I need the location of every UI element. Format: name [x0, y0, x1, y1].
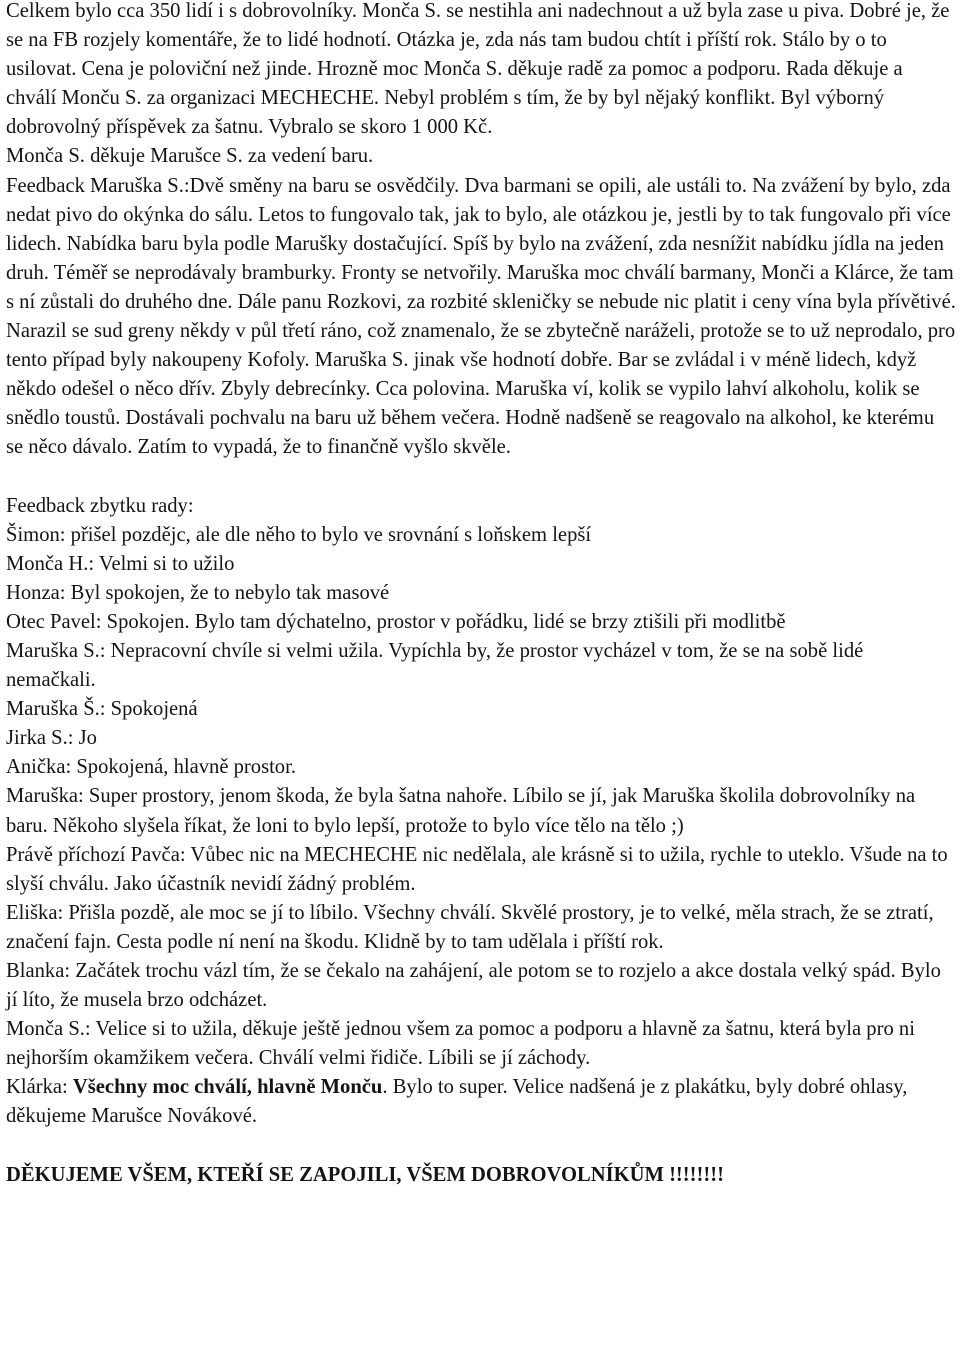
closing-thanks: DĚKUJEME VŠEM, KTEŘÍ SE ZAPOJILI, VŠEM DOBROVOLNÍKŮM !!!!!!!! — [6, 1163, 724, 1186]
spacer — [6, 463, 956, 492]
spacer — [6, 1132, 956, 1161]
feedback-heading: Feedback zbytku rady: — [6, 494, 194, 517]
document-page — [6, 0, 956, 1190]
feedback-item-eliska: Eliška: Přišla pozdě, ale moc se jí to líbilo. Všechny chválí. Skvělé prostory, je to velké, měla strach, že se ztratí, značení fajn. Cesta podle ní není na škodu. Klidně by to tam udělala i příští rok. — [6, 901, 934, 953]
feedback-item-klarka — [6, 1073, 956, 1131]
feedback-item-monca-h: Monča H.: Velmi si to užilo — [6, 552, 235, 575]
report-paragraph-1: Celkem bylo cca 350 lidí i s dobrovolníky. Monča S. se nestihla ani nadechnout a už byla zase u piva. Dobré je, že se na FB rozjely komentáře, že to lidé hodnotí. Otázka je, zda nás tam budou chtít i příští rok. Stálo by o to usilovat. Cena je poloviční než jinde. Hrozně moc Monča S. děkuje radě za pomoc a podporu. Rada děkuje a chválí Monču S. za organizaci MECHECHE. Nebyl problém s tím, že by byl nějaký konflikt. Byl výborný dobrovolný příspěvek za šatnu. Vybralo se skoro 1 000 Kč. — [6, 0, 950, 139]
feedback-item-maruska-s2: Maruška Š.: Spokojená — [6, 698, 198, 721]
feedback-item-pavca: Právě příchozí Pavča: Vůbec nic na MECHECHE nic nedělala, ale krásně si to užila, rychle to uteklo. Všude na to slyší chválu. Jako účastník nevidí žádný problém. — [6, 843, 948, 895]
klarka-bold-text: Všechny moc chválí, hlavně Monču — [72, 1076, 383, 1099]
feedback-item-maruska-s: Maruška S.: Nepracovní chvíle si velmi užila. Vypíchla by, že prostor vycházel v tom, že se na sobě lidé nemačkali. — [6, 639, 864, 692]
feedback-item-monca-s: Monča S.: Velice si to užila, děkuje ještě jednou všem za pomoc a podporu a hlavně za šatnu, která byla pro ni nejhorším okamžikem večera. Chválí velmi řidiče. Líbili se jí záchody. — [6, 1018, 915, 1070]
feedback-item-anicka: Anička: Spokojená, hlavně prostor. — [6, 756, 296, 779]
report-paragraph-bar-feedback: Feedback Maruška S.:Dvě směny na baru se osvědčily. Dva barmani se opili, ale ustáli to. Na zvážení by bylo, zda nedat pivo do okýnka do sálu. Letos to fungovalo tak, jak to bylo, ale otázkou je, jestli by to tak fungovalo při více lidech. Nabídka baru byla podle Marušky dostačující. Spíš by bylo na zvážení, zda nesnížit nabídku jídla na jeden druh. Téměř se neprodávaly bramburky. Fronty se netvořily. Maruška moc chválí barmany, Monči a Klárce, že tam s ní zůstali do druhého dne. Dále panu Rozkovi, za rozbité skleničky se nebude nic platit i ceny vína byla přívětivé. Narazil se sud greny někdy v půl třetí ráno, což znamenalo, že se zbytečně naráželi, protože se to už neprodalo, pro tento případ byly nakoupeny Kofoly. Maruška S. jinak vše hodnotí dobře. Bar se zvládal i v méně lidech, když někdo odešel o něco dřív. Zbyly debrecínky. Cca polovina. Maruška ví, kolik se vypilo lahví alkoholu, kolik se snědlo toustů. Dostávali pochvalu na baru už během večera. Hodně nadšeně se reagovalo na alkohol, ke kterému se něco dávalo. Zatím to vypadá, že to finančně vyšlo skvěle. — [6, 174, 956, 459]
feedback-item-otec-pavel: Otec Pavel: Spokojen. Bylo tam dýchatelno, prostor v pořádku, lidé se brzy ztišili při modlitbě — [6, 610, 786, 633]
klarka-suffix: . Bylo to super. Velice nadšená je z plakátku, byly dobré ohlasy, děkujeme Marušce Novákové. — [6, 1076, 908, 1128]
feedback-item-simon: Šimon: přišel pozdějc, ale dle něho to bylo ve srovnání s loňskem lepší — [6, 523, 592, 546]
feedback-item-honza: Honza: Byl spokojen, že to nebylo tak masové — [6, 581, 390, 604]
report-paragraph-2: Monča S. děkuje Marušce S. za vedení baru. — [6, 145, 374, 168]
feedback-item-blanka: Blanka: Začátek trochu vázl tím, že se čekalo na zahájení, ale potom se to rozjelo a akce dostala velký spád. Bylo jí líto, že musela brzo odcházet. — [6, 960, 941, 1012]
klarka-prefix: Klárka: — [6, 1076, 73, 1099]
feedback-item-maruska: Maruška: Super prostory, jenom škoda, že byla šatna nahoře. Líbilo se jí, jak Maruška školila dobrovolníky na baru. Někoho slyšela říkat, že loni to bylo lepší, protože to bylo více tělo na tělo ;) — [6, 785, 916, 837]
feedback-item-jirka: Jirka S.: Jo — [6, 727, 97, 750]
